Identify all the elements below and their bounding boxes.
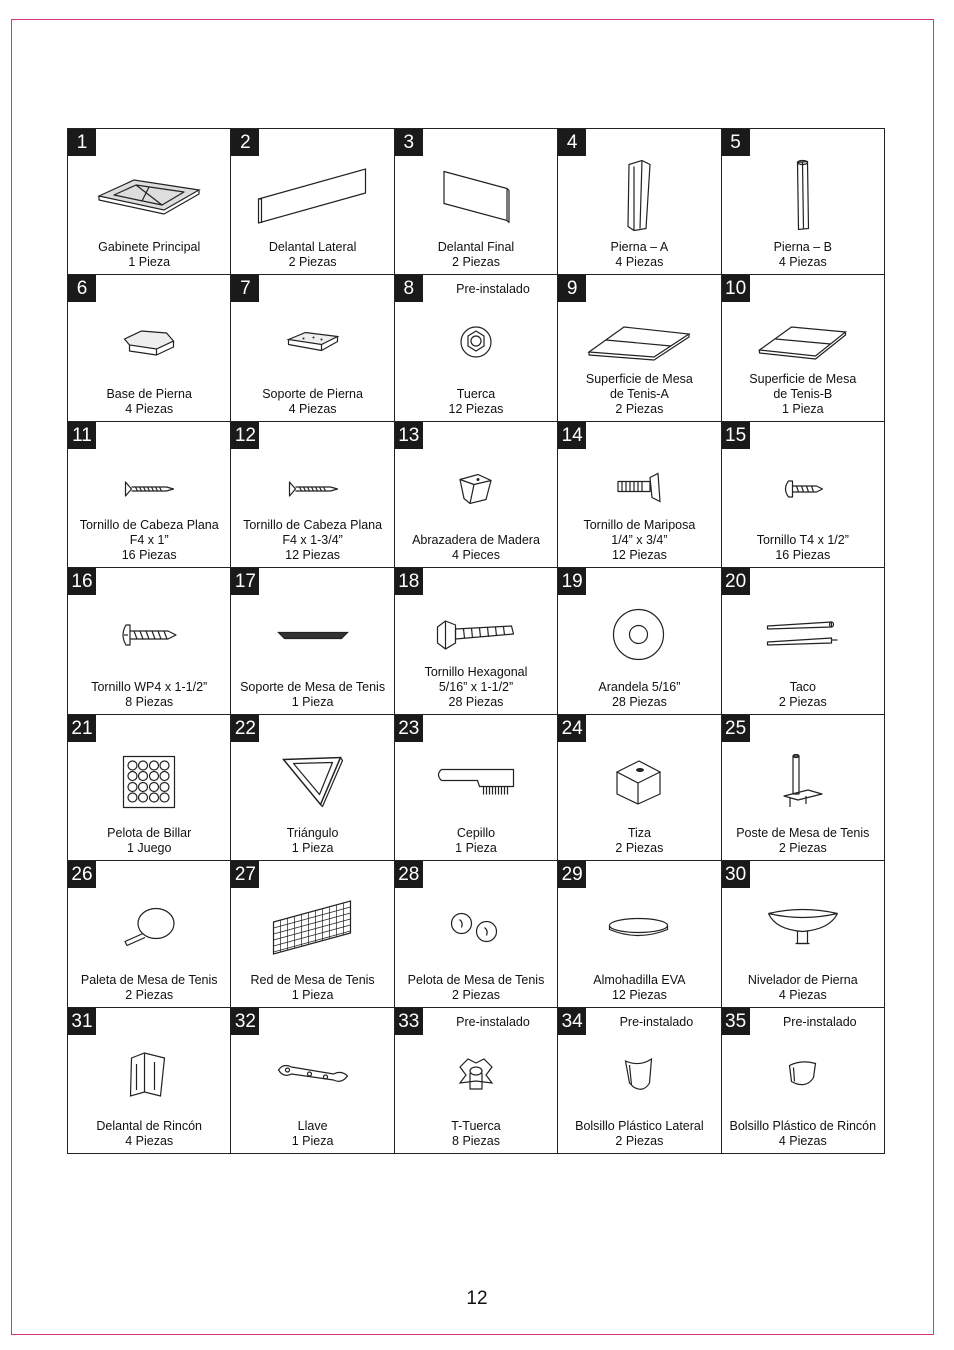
preinstalled-note: Pre-instalado xyxy=(456,1014,530,1029)
part-label xyxy=(560,973,718,1003)
part-number: 25 xyxy=(722,715,750,742)
part-label-line: Triángulo xyxy=(286,826,339,841)
part-label-line: Paleta de Mesa de Tenis xyxy=(80,972,218,987)
part-label-line: 8 Piezas xyxy=(125,694,174,709)
part-label-line: 2 Piezas xyxy=(615,841,664,856)
part-label-line: Abrazadera de Madera xyxy=(412,533,540,548)
part-label-line: 5/16” x 1-1/2” xyxy=(438,679,514,694)
part-label-line: Soporte de Mesa de Tenis xyxy=(240,679,386,694)
part-label-line: Tornillo de Cabeza Plana xyxy=(243,518,383,533)
part-label-line: Delantal de Rincón xyxy=(96,1119,202,1133)
preinstalled-note: Pre-instalado xyxy=(619,1014,694,1029)
part-label xyxy=(70,240,228,270)
part-label xyxy=(560,826,718,856)
part-label-line: Pierna – B xyxy=(773,240,832,255)
wrench-icon xyxy=(231,1030,393,1120)
part-number: 35 xyxy=(722,1008,750,1035)
part-number: 9 xyxy=(558,275,586,302)
part-label xyxy=(70,826,228,856)
part-label-line: Almohadilla EVA xyxy=(593,972,686,987)
part-label-line: Taco xyxy=(789,679,816,694)
part-number: 6 xyxy=(68,275,96,302)
end-apron-icon xyxy=(395,151,557,241)
part-number: 10 xyxy=(722,275,750,302)
part-label-line: 2 Piezas xyxy=(452,255,500,270)
corner-pocket-icon xyxy=(722,1030,884,1120)
part-label-line: 4 Piezas xyxy=(778,987,827,1002)
part-label xyxy=(397,533,555,563)
part-number: 24 xyxy=(558,715,586,742)
part-label-line: 12 Piezas xyxy=(611,987,667,1002)
part-label-line: Tornillo de Cabeza Plana xyxy=(79,518,219,533)
preinstalled-note: Pre-instalado xyxy=(782,1014,857,1029)
part-number: 1 xyxy=(68,129,96,156)
part-cell xyxy=(68,275,231,421)
part-label xyxy=(233,826,391,856)
part-label xyxy=(70,1119,228,1149)
leg-base-icon xyxy=(68,297,230,387)
part-label-line: 4 Pieces xyxy=(452,548,500,563)
part-cell xyxy=(722,129,885,275)
part-label-line: 2 Piezas xyxy=(615,401,664,416)
part-label-line: 2 Piezas xyxy=(125,987,174,1002)
part-label xyxy=(233,387,391,417)
part-label-line: Tuerca xyxy=(456,386,496,401)
part-number: 15 xyxy=(722,422,750,449)
part-label-line: Cepillo xyxy=(456,826,496,841)
part-number: 20 xyxy=(722,568,750,595)
part-label-line: F4 x 1” xyxy=(129,533,169,548)
part-number: 4 xyxy=(558,129,586,156)
part-cell xyxy=(231,275,394,421)
page-number: 12 xyxy=(466,1288,488,1309)
part-cell xyxy=(558,861,721,1007)
part-label-line: Arandela 5/16” xyxy=(598,679,681,694)
net-post-icon xyxy=(722,737,884,827)
part-label-line: 8 Piezas xyxy=(452,1134,500,1148)
part-label-line: Tornillo Hexagonal xyxy=(424,664,528,679)
part-cell xyxy=(231,1008,394,1154)
part-cell xyxy=(395,1008,558,1154)
part-label-line: Tornillo T4 x 1/2” xyxy=(756,533,849,548)
ping-pong-balls-icon xyxy=(395,883,557,973)
part-number: 17 xyxy=(231,568,259,595)
part-label-line: Soporte de Pierna xyxy=(262,386,363,401)
part-number: 14 xyxy=(558,422,586,449)
part-cell xyxy=(722,715,885,861)
part-cell xyxy=(395,568,558,714)
part-number: 8 xyxy=(395,275,423,302)
part-label xyxy=(397,973,555,1003)
part-label xyxy=(724,680,882,710)
part-cell xyxy=(558,422,721,568)
part-cell xyxy=(722,568,885,714)
part-label-line: 4 Piezas xyxy=(778,255,827,270)
side-apron-icon xyxy=(231,151,393,241)
part-cell xyxy=(558,275,721,421)
tennis-table-support-icon xyxy=(231,590,393,680)
nut-icon xyxy=(395,297,557,387)
part-label-line: Pelota de Mesa de Tenis xyxy=(407,972,545,987)
part-label-line: 1 Pieza xyxy=(291,1134,334,1148)
part-label-line: Red de Mesa de Tenis xyxy=(250,972,375,987)
part-label xyxy=(724,1119,882,1149)
part-label-line: 1 Pieza xyxy=(291,694,334,709)
t-nut-icon xyxy=(395,1030,557,1120)
part-label-line: 1 Pieza xyxy=(291,841,334,856)
part-cell xyxy=(68,129,231,275)
chalk-icon xyxy=(558,737,720,827)
leg-a-icon xyxy=(558,151,720,241)
part-label-line: Nivelador de Pierna xyxy=(747,972,858,987)
part-label-line: 2 Piezas xyxy=(288,255,337,270)
part-label-line: Llave xyxy=(297,1119,328,1133)
part-label-line: 1 Pieza xyxy=(128,255,171,270)
part-label-line: 4 Piezas xyxy=(125,1134,174,1148)
part-cell xyxy=(558,129,721,275)
part-number: 31 xyxy=(68,1008,96,1035)
part-label-line: Poste de Mesa de Tenis xyxy=(736,826,870,841)
part-label-line: Delantal Final xyxy=(437,240,515,255)
triangle-rack-icon xyxy=(231,737,393,827)
part-cell xyxy=(68,1008,231,1154)
wp4-screw-icon xyxy=(68,590,230,680)
leg-support-icon xyxy=(231,297,393,387)
part-number: 33 xyxy=(395,1008,423,1035)
part-number: 11 xyxy=(68,422,96,449)
t4-screw-icon xyxy=(722,444,884,534)
part-cell xyxy=(395,861,558,1007)
part-label-line: Gabinete Principal xyxy=(98,240,201,255)
part-label-line: de Tenis-A xyxy=(609,386,669,401)
billiard-balls-icon xyxy=(68,737,230,827)
part-label-line: T-Tuerca xyxy=(451,1119,501,1133)
part-label-line: Tornillo WP4 x 1-1/2” xyxy=(91,679,208,694)
part-label-line: Pelota de Billar xyxy=(107,826,192,841)
part-cell xyxy=(558,568,721,714)
part-number: 18 xyxy=(395,568,423,595)
part-number: 2 xyxy=(231,129,259,156)
part-label xyxy=(397,826,555,856)
part-label xyxy=(233,680,391,710)
part-label-line: Tornillo de Mariposa xyxy=(583,518,696,533)
parts-grid xyxy=(67,128,885,1154)
part-number: 34 xyxy=(558,1008,586,1035)
part-label-line: Superficie de Mesa xyxy=(749,371,857,386)
part-label xyxy=(724,826,882,856)
part-label xyxy=(233,1119,391,1149)
part-label-line: Bolsillo Plástico de Rincón xyxy=(729,1119,877,1133)
part-number: 32 xyxy=(231,1008,259,1035)
part-cell xyxy=(68,715,231,861)
part-label-line: Delantal Lateral xyxy=(268,240,357,255)
preinstalled-note: Pre-instalado xyxy=(456,282,530,297)
part-number: 22 xyxy=(231,715,259,742)
part-number: 23 xyxy=(395,715,423,742)
side-pocket-icon xyxy=(558,1030,720,1120)
part-label-line: 1 Pieza xyxy=(291,987,334,1002)
part-label-line: 12 Piezas xyxy=(448,401,504,416)
part-number: 7 xyxy=(231,275,259,302)
part-label-line: Bolsillo Plástico Lateral xyxy=(575,1119,704,1133)
part-number: 28 xyxy=(395,861,423,888)
part-number: 26 xyxy=(68,861,96,888)
part-label-line: 4 Piezas xyxy=(615,255,664,270)
part-number: 12 xyxy=(231,422,259,449)
part-label-line: de Tenis-B xyxy=(773,386,833,401)
part-label xyxy=(233,518,391,563)
part-label xyxy=(70,518,228,563)
part-cell xyxy=(231,129,394,275)
cue-stick-icon xyxy=(722,590,884,680)
part-label-line: 2 Piezas xyxy=(452,987,500,1002)
part-label-line: 1 Juego xyxy=(126,841,172,856)
part-label xyxy=(560,372,718,417)
part-label xyxy=(397,665,555,710)
washer-icon xyxy=(558,590,720,680)
part-cell xyxy=(231,861,394,1007)
part-label-line: 2 Piezas xyxy=(615,1134,664,1148)
part-number: 19 xyxy=(558,568,586,595)
part-label-line: 1 Pieza xyxy=(781,401,824,416)
part-label xyxy=(70,973,228,1003)
part-label-line: 16 Piezas xyxy=(121,548,177,563)
part-label xyxy=(233,240,391,270)
brush-icon xyxy=(395,737,557,827)
eva-pad-icon xyxy=(558,883,720,973)
part-label-line: 28 Piezas xyxy=(448,694,504,709)
part-cell xyxy=(558,1008,721,1154)
part-cell xyxy=(68,568,231,714)
part-label xyxy=(70,680,228,710)
part-cell xyxy=(395,715,558,861)
part-cell xyxy=(68,861,231,1007)
part-number: 16 xyxy=(68,568,96,595)
part-label-line: Pierna – A xyxy=(610,240,669,255)
part-label-line: 2 Piezas xyxy=(778,841,827,856)
part-label xyxy=(724,533,882,563)
part-label-line: 4 Piezas xyxy=(125,401,174,416)
part-label xyxy=(397,1119,555,1149)
part-label-line: 4 Piezas xyxy=(288,401,337,416)
part-number: 21 xyxy=(68,715,96,742)
part-label-line: 12 Piezas xyxy=(611,548,667,563)
leg-leveler-icon xyxy=(722,883,884,973)
part-cell xyxy=(722,275,885,421)
part-label xyxy=(233,973,391,1003)
part-label-line: 4 Piezas xyxy=(778,1134,827,1148)
part-cell xyxy=(722,422,885,568)
part-label xyxy=(560,240,718,270)
part-cell xyxy=(231,715,394,861)
part-label xyxy=(560,1119,718,1149)
part-cell xyxy=(395,275,558,421)
part-number: 27 xyxy=(231,861,259,888)
part-label xyxy=(724,973,882,1003)
corner-apron-icon xyxy=(68,1030,230,1120)
paddle-icon xyxy=(68,883,230,973)
part-cell xyxy=(395,422,558,568)
net-icon xyxy=(231,883,393,973)
part-number: 29 xyxy=(558,861,586,888)
part-label xyxy=(397,387,555,417)
part-label-line: 1 Pieza xyxy=(455,841,497,856)
part-label xyxy=(397,240,555,270)
part-label xyxy=(560,680,718,710)
part-cell xyxy=(231,422,394,568)
leg-b-icon xyxy=(722,151,884,241)
part-label xyxy=(724,372,882,417)
part-label-line: 1/4” x 3/4” xyxy=(611,533,668,548)
part-number: 5 xyxy=(722,129,750,156)
part-label-line: Base de Pierna xyxy=(106,386,192,401)
part-cell xyxy=(722,1008,885,1154)
part-label-line: 2 Piezas xyxy=(778,694,827,709)
part-number: 13 xyxy=(395,422,423,449)
part-label-line: 28 Piezas xyxy=(611,694,667,709)
part-label-line: 16 Piezas xyxy=(775,548,831,563)
part-label xyxy=(70,387,228,417)
part-cell xyxy=(722,861,885,1007)
part-label-line: 12 Piezas xyxy=(285,548,341,563)
part-label xyxy=(724,240,882,270)
main-cabinet-icon xyxy=(68,151,230,241)
part-cell xyxy=(558,715,721,861)
part-label-line: Superficie de Mesa xyxy=(585,371,693,386)
part-label-line: Tiza xyxy=(627,826,651,841)
part-label-line: F4 x 1-3/4” xyxy=(282,533,343,548)
part-cell xyxy=(68,422,231,568)
wood-clamp-icon xyxy=(395,444,557,534)
part-cell xyxy=(231,568,394,714)
part-number: 30 xyxy=(722,861,750,888)
part-label xyxy=(560,518,718,563)
part-cell xyxy=(395,129,558,275)
part-number: 3 xyxy=(395,129,423,156)
